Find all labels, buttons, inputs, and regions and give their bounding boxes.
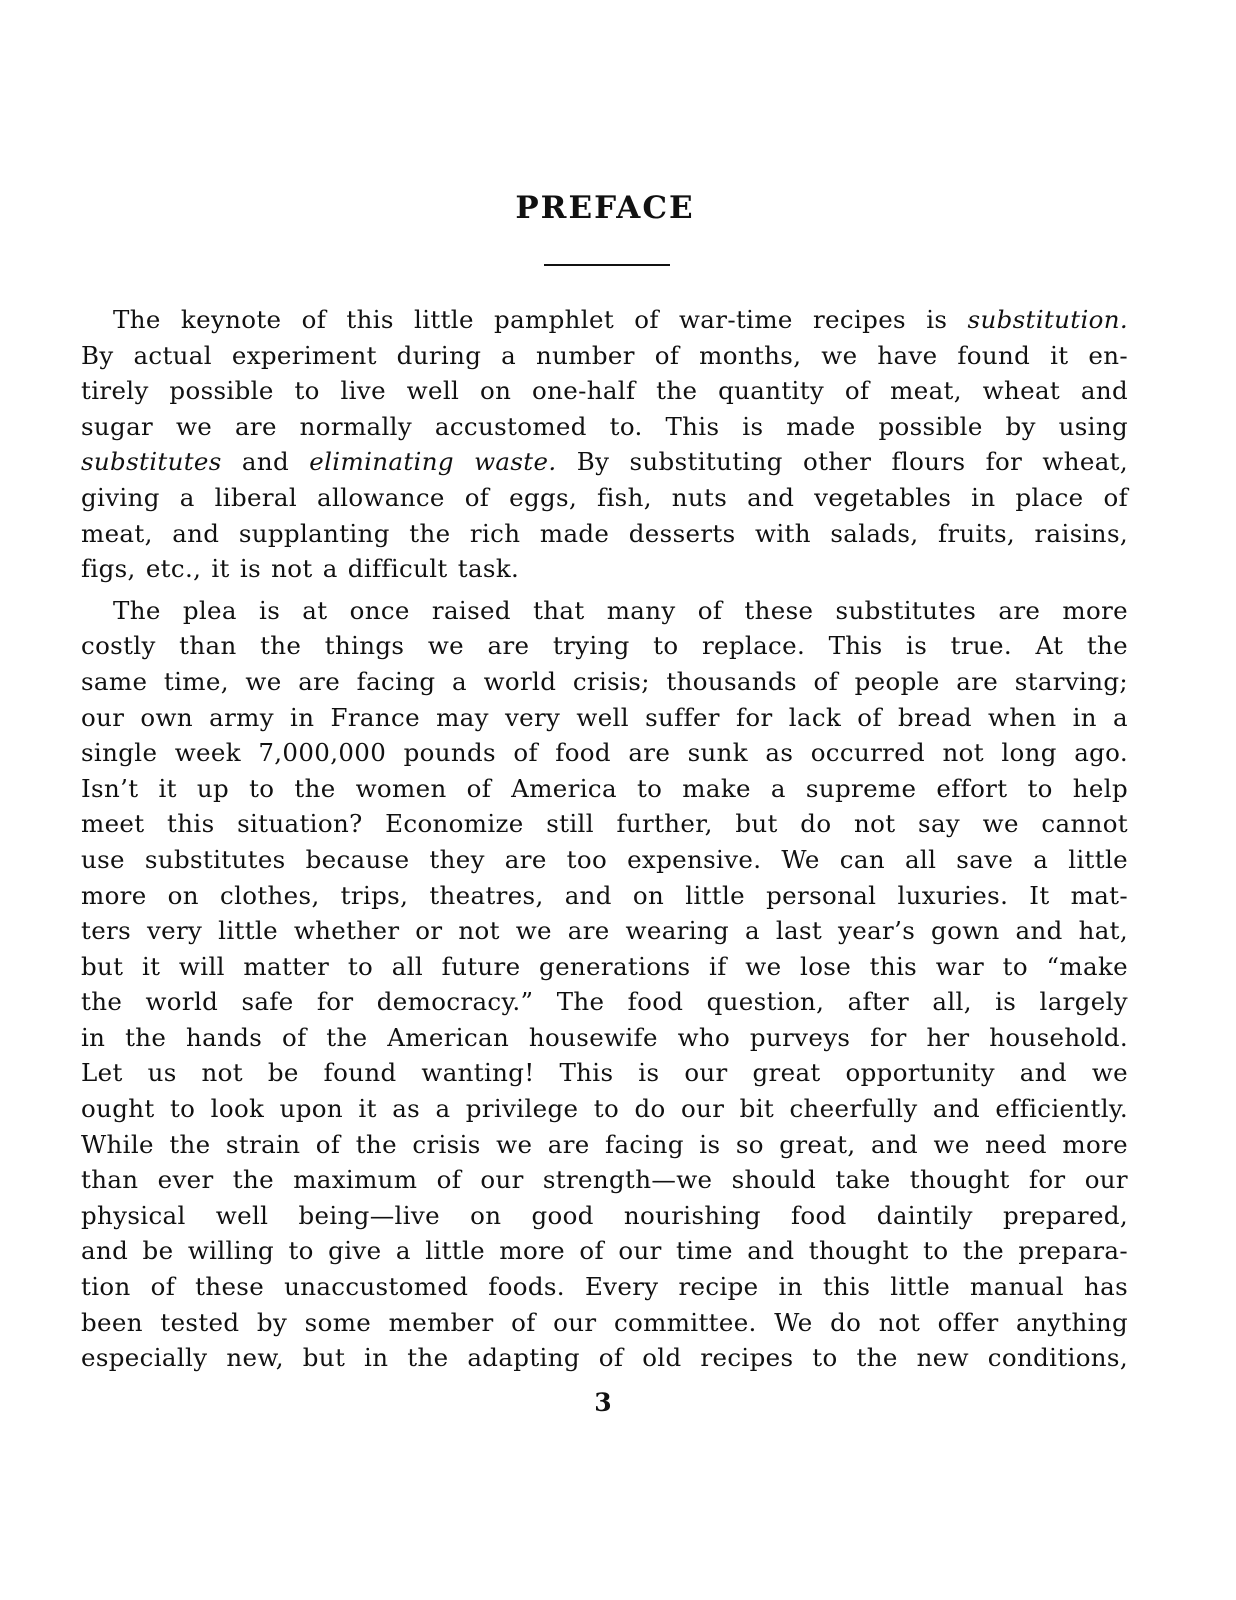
text-run: By substituting other flours for wheat, — [556, 447, 1128, 477]
text-line: been tested by some member of our committee. We do not offer anything — [81, 1307, 1128, 1337]
text-line: Let us not be found wanting! This is our great opportunity and we — [81, 1058, 1128, 1088]
text-line: meat, and supplanting the rich made desserts with salads, fruits, raisins, — [81, 518, 1128, 548]
text-line: same time, we are facing a world crisis; thousands of people are starving; — [81, 666, 1128, 696]
page-title: PREFACE — [515, 190, 695, 226]
text-line: the world safe for democracy.” The food question, after all, is largely — [81, 987, 1128, 1017]
text-run: The keynote of this little pamphlet of war-time recipes is — [113, 305, 968, 334]
text-line: more on clothes, trips, theatres, and on little personal luxuries. It mat- — [81, 880, 1128, 910]
emphasis-substitution: substitution. — [967, 305, 1128, 334]
title-divider — [544, 264, 670, 266]
text-line: our own army in France may very well suffer for lack of bread when in a — [81, 702, 1128, 732]
text-line: meet this situation? Economize still further, but do not say we cannot — [81, 809, 1128, 839]
emphasis-substitutes: substitutes — [81, 447, 222, 477]
text-line: By actual experiment during a number of months, we have found it en- — [81, 340, 1128, 370]
text-line: than ever the maximum of our strength—we should take thought for our — [81, 1165, 1128, 1195]
text-line: costly than the things we are trying to replace. This is true. At the — [81, 631, 1128, 661]
text-line: in the hands of the American housewife who purveys for her household. — [81, 1022, 1128, 1052]
text-line: While the strain of the crisis we are facing is so great, and we need more — [81, 1129, 1128, 1159]
text-line: giving a liberal allowance of eggs, fish, nuts and vegetables in place of — [81, 482, 1128, 512]
text-line: use substitutes because they are too expensive. We can all save a little — [81, 844, 1128, 874]
text-line: Isn’t it up to the women of America to make a supreme effort to help — [81, 773, 1128, 803]
text-line: ought to look upon it as a privilege to do our bit cheerfully and efficiently. — [81, 1094, 1128, 1124]
emphasis-eliminating-waste: eliminating waste. — [309, 447, 557, 477]
text-line: sugar we are normally accustomed to. This is made possible by using — [81, 411, 1128, 441]
preface-body — [81, 302, 1128, 1376]
text-line: single week 7,000,000 pounds of food are sunk as occurred not long ago. — [81, 738, 1128, 768]
text-line: especially new, but in the adapting of old recipes to the new conditions, — [81, 1343, 1128, 1373]
text-line: tirely possible to live well on one-half the quantity of meat, wheat and — [81, 376, 1128, 406]
text-line: figs, etc., it is not a difficult task. — [81, 554, 520, 584]
text-line: The plea is at once raised that many of these substitutes are more — [113, 595, 1128, 625]
paragraph-1 — [81, 302, 1128, 587]
text-line: but it will matter to all future generations if we lose this war to “make — [81, 951, 1128, 981]
text-line — [81, 302, 1128, 338]
text-line: tion of these unaccustomed foods. Every recipe in this little manual has — [81, 1272, 1128, 1302]
text-run: and — [221, 447, 310, 477]
text-line — [81, 444, 1128, 480]
text-line: physical well being—live on good nourishing food daintily prepared, — [81, 1200, 1128, 1230]
paragraph-2 — [81, 593, 1128, 1376]
text-line: and be willing to give a little more of our time and thought to the prepara- — [81, 1236, 1128, 1266]
text-line: ters very little whether or not we are wearing a last year’s gown and hat, — [81, 916, 1128, 946]
page-number: 3 — [594, 1388, 612, 1417]
